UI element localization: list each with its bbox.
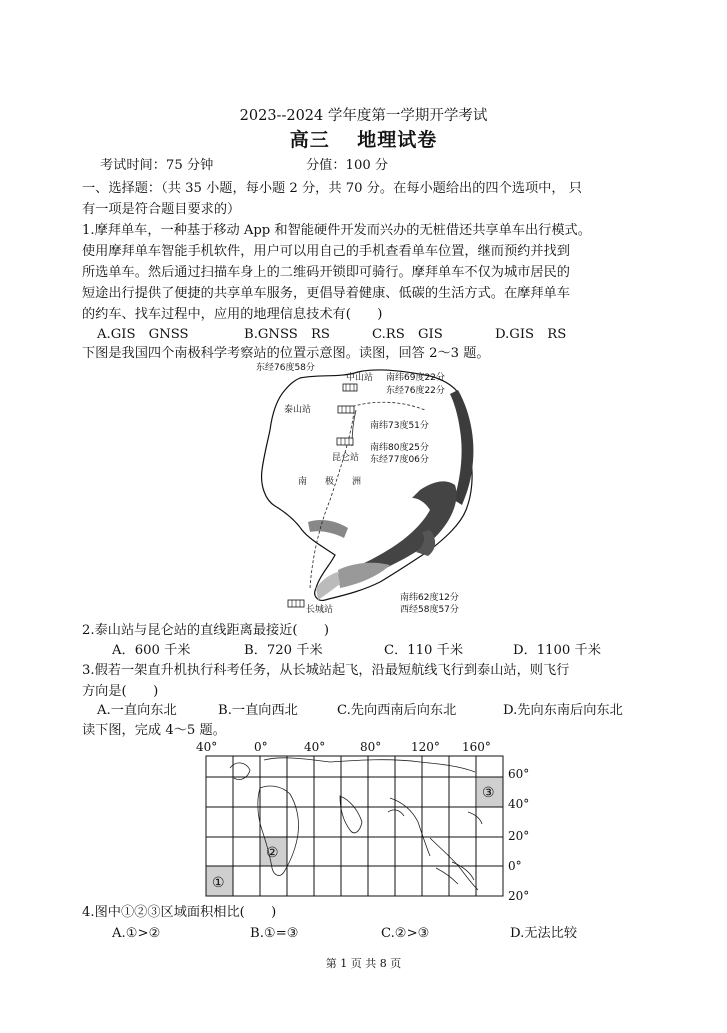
lon-top-label: 东经76度58分	[256, 363, 315, 373]
lat-label: 20°	[508, 889, 530, 903]
q1-line: 短途出行提供了便捷的共享单车服务，更倡导着健康、低碳的生活方式。在摩拜单车	[82, 286, 570, 301]
kunlun-lat: 南纬80度25分	[370, 443, 429, 453]
lat-label: 20°	[508, 829, 530, 843]
changcheng-lat: 南纬62度12分	[400, 593, 459, 603]
q4-option-d: D.无法比较	[510, 926, 578, 941]
q2-option-a: A．600 千米	[112, 643, 191, 658]
region-2-label: ②	[266, 845, 279, 861]
changcheng-lon: 西经58度57分	[400, 605, 459, 615]
q1-line: 的约车、找车过程中，应用的地理信息技术有( )	[82, 307, 383, 322]
q1-option-b: B.GNSS RS	[244, 327, 330, 342]
zhongshan-label: 中山站	[346, 373, 374, 383]
q3-option-d: D.先向东南后向东北	[503, 703, 623, 718]
q2-text: 2.泰山站与昆仑站的直线距离最接近( )	[82, 623, 330, 638]
page-footer: 第 1 页 共 8 页	[325, 957, 402, 970]
q3-line: 3.假若一架直升机执行科考任务，从长城站起飞，沿最短航线飞行到泰山站，则飞行	[82, 663, 570, 678]
kunlun-label: 昆仑站	[332, 453, 360, 463]
taishan-label: 泰山站	[284, 405, 312, 415]
lon-label: 80°	[360, 740, 382, 754]
q1-line: 所选单车。然后通过扫描车身上的二维码开锁即可骑行。摩拜单车不仅为城市居民的	[82, 265, 570, 280]
continent-label: 南 极 洲	[298, 477, 362, 487]
taishan-station-icon	[338, 406, 354, 413]
zhongshan-lat: 南纬69度22分	[386, 373, 445, 383]
q2-option-c: C．110 千米	[384, 643, 464, 658]
q1-line: 使用摩拜单车智能手机软件，用户可以用自己的手机查看单车位置，继而预约并找到	[82, 244, 570, 259]
exam-score: 分值：100 分	[306, 158, 389, 173]
lat-lon-grid	[206, 756, 503, 896]
kunlun-lon: 东经77度06分	[370, 455, 429, 465]
q1-line: 1.摩拜单车，一种基于移动 App 和智能硬件开发而兴办的无桩借还共享单车出行模式。	[82, 223, 591, 238]
q1-option-c: C.RS GIS	[372, 327, 443, 342]
q3-option-b: B.一直向西北	[218, 703, 298, 718]
intro-4-5: 读下图，完成 4～5 题。	[82, 723, 226, 738]
q2-option-b: B．720 千米	[244, 643, 323, 658]
zhongshan-station-icon	[343, 384, 357, 391]
section-heading-cont: 有一项是符合题目要求的）	[82, 202, 241, 217]
changcheng-station-icon	[288, 600, 304, 607]
lat-label: 60°	[508, 767, 530, 781]
q4-option-a: A.①>②	[112, 926, 161, 941]
exam-subtitle: 高三 地理试卷	[289, 129, 438, 151]
q4-option-c: C.②>③	[381, 926, 430, 941]
lon-label: 40°	[304, 740, 326, 754]
lat-label: 0°	[508, 859, 522, 873]
region-1-label: ①	[212, 875, 225, 891]
q4-option-b: B.①=③	[250, 926, 299, 941]
intro-2-3: 下图是我国四个南极科学考察站的位置示意图。读图，回答 2～3 题。	[82, 346, 490, 361]
exam-title: 2023--2024 学年度第一学期开学考试	[239, 108, 488, 124]
lon-label: 120°	[411, 740, 440, 754]
zhongshan-lon: 东经76度22分	[386, 386, 445, 396]
taishan-lat: 南纬73度51分	[370, 421, 429, 431]
q3-option-a: A.一直向东北	[97, 703, 177, 718]
lon-label: 160°	[462, 740, 491, 754]
changcheng-label: 长城站	[306, 605, 334, 615]
q3-line: 方向是( )	[82, 684, 159, 699]
world-grid-map	[190, 738, 540, 906]
coastline-sketch	[230, 758, 482, 890]
lat-label: 40°	[508, 797, 530, 811]
kunlun-station-icon	[337, 438, 353, 445]
lon-label: 0°	[254, 740, 268, 754]
antarctica-map	[240, 360, 490, 618]
q4-text: 4.图中①②③区域面积相比( )	[82, 905, 277, 920]
section-heading: 一、选择题：（共 35 小题，每小题 2 分，共 70 分。在每小题给出的四个选项中， 只	[82, 181, 582, 196]
region-3-label: ③	[482, 785, 495, 801]
q2-option-d: D．1100 千米	[513, 643, 601, 658]
q1-option-a: A.GIS GNSS	[97, 327, 189, 342]
q3-option-c: C.先向西南后向东北	[337, 703, 457, 718]
exam-time: 考试时间：75 分钟	[100, 158, 214, 173]
lon-label: 40°	[196, 740, 218, 754]
q1-option-d: D.GIS RS	[495, 327, 567, 342]
